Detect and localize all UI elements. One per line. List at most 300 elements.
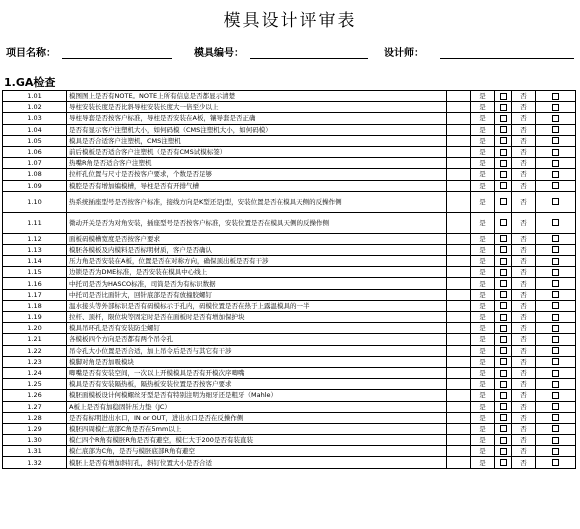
yes-label: 是 <box>479 301 486 310</box>
yes-checkbox[interactable] <box>500 336 507 343</box>
no-option[interactable] <box>512 300 536 311</box>
no-checkbox-cell <box>536 423 576 434</box>
no-checkbox-cell <box>536 412 576 423</box>
item-number: 1.16 <box>3 278 67 289</box>
yes-checkbox[interactable] <box>500 235 507 242</box>
no-checkbox[interactable] <box>552 336 559 343</box>
checklist-row <box>3 180 576 191</box>
yes-checkbox-cell <box>495 91 512 102</box>
yes-checkbox-cell <box>495 367 512 378</box>
page-title: 模具设计评审表 <box>223 11 357 31</box>
yes-option[interactable] <box>471 180 495 191</box>
item-description: 前后模板是否适合客户注塑机（是否有CMS试模标签） <box>67 146 447 157</box>
yes-option[interactable] <box>471 312 495 323</box>
item-description: 是否有标明进出水口，IN or OUT，进出水口是否在反操作侧 <box>67 412 447 423</box>
yes-label: 是 <box>479 245 486 254</box>
no-checkbox-cell <box>536 267 576 278</box>
no-checkbox[interactable] <box>552 258 559 265</box>
spacer-cell <box>447 278 471 289</box>
no-checkbox[interactable] <box>552 115 559 122</box>
yes-option[interactable] <box>471 233 495 244</box>
yes-option[interactable] <box>471 289 495 300</box>
no-checkbox[interactable] <box>552 93 559 100</box>
no-checkbox[interactable] <box>552 370 559 377</box>
yes-option[interactable] <box>471 267 495 278</box>
yes-checkbox[interactable] <box>500 198 507 205</box>
spacer-cell <box>447 169 471 180</box>
yes-label: 是 <box>479 369 486 378</box>
no-option[interactable] <box>512 113 536 124</box>
spacer-cell <box>447 146 471 157</box>
item-number: 1.29 <box>3 423 67 434</box>
no-option[interactable] <box>512 345 536 356</box>
item-description: 导柱导套是否按客户标准，导柱是否安装在A板，镶导套是否正确 <box>67 113 447 124</box>
no-option[interactable] <box>512 180 536 191</box>
no-checkbox[interactable] <box>552 325 559 332</box>
item-description: 模具是否有安装隔热板，隔热板安装位置是否按客户要求 <box>67 379 447 390</box>
yes-checkbox[interactable] <box>500 302 507 309</box>
yes-checkbox-cell <box>495 158 512 169</box>
item-number: 1.30 <box>3 435 67 446</box>
spacer-cell <box>447 334 471 345</box>
yes-checkbox[interactable] <box>500 347 507 354</box>
yes-checkbox[interactable] <box>500 160 507 167</box>
checklist-row <box>3 435 576 446</box>
no-checkbox[interactable] <box>552 171 559 178</box>
yes-label: 是 <box>479 159 486 168</box>
checklist-row <box>3 135 576 146</box>
yes-checkbox-cell <box>495 457 512 468</box>
no-label: 否 <box>520 268 527 277</box>
yes-label: 是 <box>479 92 486 101</box>
no-option[interactable] <box>512 256 536 267</box>
item-number: 1.07 <box>3 158 67 169</box>
no-checkbox[interactable] <box>552 219 559 226</box>
no-label: 否 <box>520 346 527 355</box>
item-number: 1.06 <box>3 146 67 157</box>
no-checkbox-cell <box>536 180 576 191</box>
yes-option[interactable] <box>471 390 495 401</box>
yes-option[interactable] <box>471 191 495 212</box>
item-description: 模具是否合适客户注塑机，CMS注塑机 <box>67 135 447 146</box>
yes-label: 是 <box>479 125 486 134</box>
project-name-field[interactable] <box>62 58 172 59</box>
yes-option[interactable] <box>471 300 495 311</box>
yes-label: 是 <box>479 114 486 123</box>
no-option[interactable] <box>512 379 536 390</box>
checklist-row <box>3 390 576 401</box>
yes-checkbox[interactable] <box>500 93 507 100</box>
no-checkbox-cell <box>536 367 576 378</box>
yes-checkbox[interactable] <box>500 392 507 399</box>
yes-checkbox[interactable] <box>500 171 507 178</box>
no-checkbox[interactable] <box>552 126 559 133</box>
no-option[interactable] <box>512 233 536 244</box>
no-option[interactable] <box>512 91 536 102</box>
no-label: 否 <box>520 313 527 322</box>
yes-checkbox[interactable] <box>500 425 507 432</box>
no-option[interactable] <box>512 435 536 446</box>
item-description: 模胚上是否有增加斜钉孔，斜钉位置大小是否合适 <box>67 457 447 468</box>
item-description: 模图图上是否有NOTE。NOTE上所有信息是否都显示清楚 <box>67 91 447 102</box>
yes-checkbox[interactable] <box>500 246 507 253</box>
yes-option[interactable] <box>471 345 495 356</box>
no-label: 否 <box>520 413 527 422</box>
spacer-cell <box>447 124 471 135</box>
no-checkbox[interactable] <box>552 347 559 354</box>
no-checkbox[interactable] <box>552 403 559 410</box>
no-label: 否 <box>520 218 527 227</box>
no-checkbox[interactable] <box>552 149 559 156</box>
yes-checkbox[interactable] <box>500 182 507 189</box>
item-description: 模腔是否有增加编模槽，导柱是否有开排气槽 <box>67 180 447 191</box>
item-number: 1.26 <box>3 390 67 401</box>
yes-option[interactable] <box>471 169 495 180</box>
yes-option[interactable] <box>471 379 495 390</box>
no-checkbox-cell <box>536 113 576 124</box>
yes-option[interactable] <box>471 212 495 233</box>
checklist-row <box>3 412 576 423</box>
no-option[interactable] <box>512 446 536 457</box>
yes-checkbox[interactable] <box>500 381 507 388</box>
spacer-cell <box>447 401 471 412</box>
spacer-cell <box>447 435 471 446</box>
no-checkbox-cell <box>536 289 576 300</box>
item-description: 拉杆孔位置与尺寸是否按客户要求，个数是否足够 <box>67 169 447 180</box>
yes-option[interactable] <box>471 446 495 457</box>
yes-label: 是 <box>479 136 486 145</box>
item-description: 边锁是否为DME标准，是否安装在模具中心线上 <box>67 267 447 278</box>
yes-option[interactable] <box>471 323 495 334</box>
no-option[interactable] <box>512 390 536 401</box>
no-label: 否 <box>520 148 527 157</box>
spacer-cell <box>447 191 471 212</box>
no-checkbox[interactable] <box>552 280 559 287</box>
no-label: 否 <box>520 380 527 389</box>
spacer-cell <box>447 345 471 356</box>
no-option[interactable] <box>512 334 536 345</box>
yes-option[interactable] <box>471 102 495 113</box>
item-number: 1.14 <box>3 256 67 267</box>
checklist-row <box>3 278 576 289</box>
no-checkbox[interactable] <box>552 459 559 466</box>
no-checkbox-cell <box>536 390 576 401</box>
yes-checkbox[interactable] <box>500 258 507 265</box>
no-option[interactable] <box>512 158 536 169</box>
spacer-cell <box>447 323 471 334</box>
yes-label: 是 <box>479 181 486 190</box>
item-number: 1.23 <box>3 356 67 367</box>
checklist-row <box>3 367 576 378</box>
no-checkbox[interactable] <box>552 425 559 432</box>
yes-checkbox[interactable] <box>500 126 507 133</box>
no-label: 否 <box>520 279 527 288</box>
checklist-row <box>3 256 576 267</box>
no-checkbox-cell <box>536 323 576 334</box>
no-label: 否 <box>520 424 527 433</box>
yes-checkbox[interactable] <box>500 291 507 298</box>
yes-label: 是 <box>479 391 486 400</box>
item-number: 1.15 <box>3 267 67 278</box>
yes-checkbox-cell <box>495 423 512 434</box>
spacer-cell <box>447 312 471 323</box>
item-number: 1.03 <box>3 113 67 124</box>
item-description: 模脚对角是否加吸模块 <box>67 356 447 367</box>
item-number: 1.25 <box>3 379 67 390</box>
no-option[interactable] <box>512 169 536 180</box>
no-option[interactable] <box>512 412 536 423</box>
yes-checkbox-cell <box>495 345 512 356</box>
item-description: 唧嘴是否有安装空间，一次以上开模模具是否有开模次序唧嘴 <box>67 367 447 378</box>
yes-checkbox[interactable] <box>500 448 507 455</box>
item-description: 面板码模槽宽度是否按客户要求 <box>67 233 447 244</box>
yes-option[interactable] <box>471 124 495 135</box>
no-checkbox-cell <box>536 312 576 323</box>
checklist-row <box>3 267 576 278</box>
item-number: 1.27 <box>3 401 67 412</box>
item-description: 模仁四个R角有模胚R角是否有避空，模仁大于200是否有装直装 <box>67 435 447 446</box>
no-checkbox[interactable] <box>552 392 559 399</box>
yes-checkbox[interactable] <box>500 269 507 276</box>
item-description: 模胚面模板设计何模螺丝牙型是否有特别注明为细牙还是粗牙（Mahle） <box>67 390 447 401</box>
yes-label: 是 <box>479 413 486 422</box>
no-option[interactable] <box>512 367 536 378</box>
no-label: 否 <box>520 301 527 310</box>
checklist-table <box>2 90 576 469</box>
no-checkbox-cell <box>536 356 576 367</box>
item-description: 中托司是否为HASCO标准，司筒是否为有标识数据 <box>67 278 447 289</box>
no-label: 否 <box>520 197 527 206</box>
no-label: 否 <box>520 290 527 299</box>
yes-option[interactable] <box>471 256 495 267</box>
no-checkbox[interactable] <box>552 381 559 388</box>
yes-checkbox[interactable] <box>500 219 507 226</box>
no-label: 否 <box>520 458 527 467</box>
no-checkbox[interactable] <box>552 437 559 444</box>
no-checkbox[interactable] <box>552 160 559 167</box>
checklist-row <box>3 312 576 323</box>
no-checkbox-cell <box>536 278 576 289</box>
yes-option[interactable] <box>471 457 495 468</box>
no-option[interactable] <box>512 401 536 412</box>
spacer-cell <box>447 289 471 300</box>
yes-checkbox-cell <box>495 146 512 157</box>
yes-option[interactable] <box>471 412 495 423</box>
no-checkbox-cell <box>536 102 576 113</box>
no-option[interactable] <box>512 124 536 135</box>
spacer-cell <box>447 113 471 124</box>
no-checkbox[interactable] <box>552 314 559 321</box>
no-label: 否 <box>520 402 527 411</box>
spacer-cell <box>447 212 471 233</box>
item-number: 1.17 <box>3 289 67 300</box>
yes-checkbox[interactable] <box>500 280 507 287</box>
item-number: 1.22 <box>3 345 67 356</box>
checklist-row <box>3 113 576 124</box>
yes-checkbox[interactable] <box>500 104 507 111</box>
yes-checkbox[interactable] <box>500 403 507 410</box>
checklist-row <box>3 102 576 113</box>
yes-option[interactable] <box>471 244 495 255</box>
yes-checkbox[interactable] <box>500 137 507 144</box>
no-label: 否 <box>520 447 527 456</box>
yes-option[interactable] <box>471 113 495 124</box>
item-number: 1.31 <box>3 446 67 457</box>
yes-checkbox[interactable] <box>500 414 507 421</box>
no-checkbox[interactable] <box>552 137 559 144</box>
spacer-cell <box>447 379 471 390</box>
no-checkbox[interactable] <box>552 448 559 455</box>
yes-checkbox-cell <box>495 169 512 180</box>
no-checkbox-cell <box>536 124 576 135</box>
no-option[interactable] <box>512 312 536 323</box>
yes-label: 是 <box>479 279 486 288</box>
yes-checkbox[interactable] <box>500 358 507 365</box>
no-checkbox[interactable] <box>552 198 559 205</box>
yes-checkbox-cell <box>495 135 512 146</box>
no-checkbox[interactable] <box>552 246 559 253</box>
yes-checkbox[interactable] <box>500 325 507 332</box>
checklist-row <box>3 212 576 233</box>
no-option[interactable] <box>512 244 536 255</box>
no-label: 否 <box>520 369 527 378</box>
yes-checkbox[interactable] <box>500 370 507 377</box>
item-description: 吊令孔大小位置是否合适，加上吊令后是否与其它有干涉 <box>67 345 447 356</box>
item-number: 1.02 <box>3 102 67 113</box>
yes-label: 是 <box>479 458 486 467</box>
no-label: 否 <box>520 159 527 168</box>
no-label: 否 <box>520 234 527 243</box>
yes-checkbox-cell <box>495 124 512 135</box>
yes-checkbox[interactable] <box>500 115 507 122</box>
yes-option[interactable] <box>471 278 495 289</box>
checklist-row <box>3 334 576 345</box>
no-option[interactable] <box>512 356 536 367</box>
item-number: 1.28 <box>3 412 67 423</box>
item-description: 热嘴R角是否适合客户注塑机 <box>67 158 447 169</box>
yes-checkbox-cell <box>495 233 512 244</box>
checklist-row <box>3 323 576 334</box>
spacer-cell <box>447 367 471 378</box>
yes-checkbox[interactable] <box>500 437 507 444</box>
yes-checkbox-cell <box>495 446 512 457</box>
no-checkbox-cell <box>536 158 576 169</box>
yes-checkbox-cell <box>495 256 512 267</box>
yes-checkbox[interactable] <box>500 149 507 156</box>
designer-field[interactable] <box>440 58 574 59</box>
yes-label: 是 <box>479 324 486 333</box>
no-option[interactable] <box>512 135 536 146</box>
yes-option[interactable] <box>471 435 495 446</box>
no-label: 否 <box>520 324 527 333</box>
item-number: 1.11 <box>3 212 67 233</box>
no-label: 否 <box>520 181 527 190</box>
no-checkbox[interactable] <box>552 269 559 276</box>
checklist-row <box>3 233 576 244</box>
yes-label: 是 <box>479 436 486 445</box>
yes-option[interactable] <box>471 91 495 102</box>
checklist-row <box>3 124 576 135</box>
no-option[interactable] <box>512 146 536 157</box>
item-description: 模胚四周模仁底部C角是否在5mm以上 <box>67 423 447 434</box>
item-description: 模仁底部为C角，是否与模胚底部R角有避空 <box>67 446 447 457</box>
no-option[interactable] <box>512 278 536 289</box>
no-checkbox[interactable] <box>552 235 559 242</box>
yes-checkbox-cell <box>495 412 512 423</box>
yes-checkbox-cell <box>495 356 512 367</box>
no-label: 否 <box>520 391 527 400</box>
item-number: 1.18 <box>3 300 67 311</box>
no-option[interactable] <box>512 102 536 113</box>
spacer-cell <box>447 423 471 434</box>
item-number: 1.04 <box>3 124 67 135</box>
item-number: 1.05 <box>3 135 67 146</box>
yes-checkbox-cell <box>495 334 512 345</box>
item-description: 温水接头等外部标识是否有码模标示于孔内，码模位置是否在热于上露温模具的一半 <box>67 300 447 311</box>
no-option[interactable] <box>512 457 536 468</box>
yes-label: 是 <box>479 197 486 206</box>
no-option[interactable] <box>512 212 536 233</box>
no-checkbox-cell <box>536 135 576 146</box>
no-option[interactable] <box>512 289 536 300</box>
no-label: 否 <box>520 125 527 134</box>
no-checkbox-cell <box>536 334 576 345</box>
yes-checkbox-cell <box>495 289 512 300</box>
yes-option[interactable] <box>471 423 495 434</box>
no-checkbox[interactable] <box>552 104 559 111</box>
yes-option[interactable] <box>471 334 495 345</box>
yes-option[interactable] <box>471 135 495 146</box>
yes-checkbox-cell <box>495 435 512 446</box>
yes-checkbox-cell <box>495 300 512 311</box>
yes-checkbox[interactable] <box>500 459 507 466</box>
no-option[interactable] <box>512 323 536 334</box>
no-checkbox[interactable] <box>552 302 559 309</box>
checklist-row <box>3 191 576 212</box>
yes-option[interactable] <box>471 146 495 157</box>
spacer-cell <box>447 91 471 102</box>
item-number: 1.19 <box>3 312 67 323</box>
no-checkbox[interactable] <box>552 182 559 189</box>
yes-label: 是 <box>479 346 486 355</box>
yes-label: 是 <box>479 257 486 266</box>
no-checkbox-cell <box>536 379 576 390</box>
no-checkbox[interactable] <box>552 358 559 365</box>
no-option[interactable] <box>512 423 536 434</box>
yes-checkbox-cell <box>495 390 512 401</box>
yes-option[interactable] <box>471 367 495 378</box>
item-number: 1.32 <box>3 457 67 468</box>
spacer-cell <box>447 412 471 423</box>
checklist-row <box>3 289 576 300</box>
no-checkbox-cell <box>536 91 576 102</box>
mold-number-field[interactable] <box>250 58 368 59</box>
checklist-row <box>3 423 576 434</box>
yes-checkbox[interactable] <box>500 314 507 321</box>
yes-label: 是 <box>479 218 486 227</box>
yes-checkbox-cell <box>495 244 512 255</box>
yes-option[interactable] <box>471 158 495 169</box>
spacer-cell <box>447 390 471 401</box>
yes-option[interactable] <box>471 401 495 412</box>
yes-checkbox-cell <box>495 267 512 278</box>
no-checkbox[interactable] <box>552 414 559 421</box>
item-description: 热系统插座型号是否按客户标准，接线方向是K型还是J型，安装位置是否在模具天侧的反操作侧 <box>67 191 447 212</box>
no-option[interactable] <box>512 267 536 278</box>
yes-option[interactable] <box>471 356 495 367</box>
no-checkbox[interactable] <box>552 291 559 298</box>
no-option[interactable] <box>512 191 536 212</box>
